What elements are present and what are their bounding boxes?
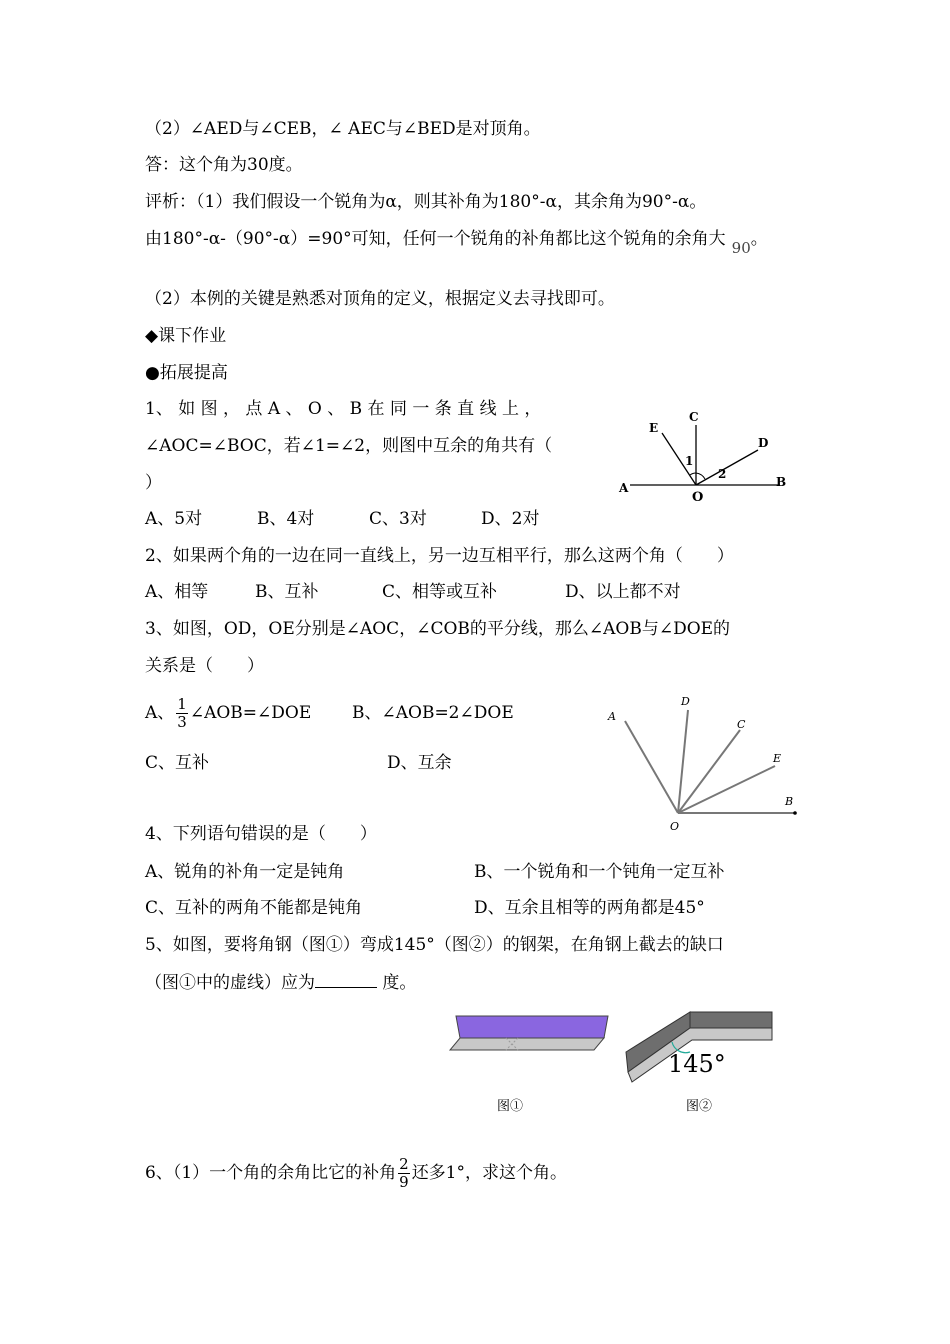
q1-option-a: A、5对 — [145, 509, 203, 529]
q6-fraction — [398, 1156, 410, 1191]
answer-line-1: （2）∠AED与∠CEB，∠ AEC与∠BED是对顶角。 — [145, 119, 541, 139]
q3-stem-1: 3、如图，OD，OE分别是∠AOC，∠COB的平分线，那么∠AOB与∠DOE的 — [145, 619, 731, 639]
q6-stem-a: 6、（1）一个角的余角比它的补角 — [145, 1163, 397, 1183]
q4-option-a: A、锐角的补角一定是钝角 — [145, 862, 345, 882]
q1-label-c: C — [689, 410, 699, 424]
q1-option-c: C、3对 — [369, 509, 427, 529]
q3-option-a-text: ∠AOB=∠DOE — [189, 703, 312, 723]
q4-options-cd — [145, 897, 705, 919]
q1-options — [145, 508, 540, 530]
q1-ray-od — [696, 450, 758, 485]
q6-fraction-num: 2 — [399, 1155, 409, 1173]
analysis-90: 90 — [731, 239, 751, 257]
q5-angle-label: 145° — [668, 1050, 726, 1078]
q3-ray-oa — [625, 721, 678, 813]
q3-ray-od — [678, 710, 688, 813]
q5-stem-2 — [145, 971, 416, 994]
q3-options-ab — [145, 693, 514, 733]
q3-endpoint-b — [793, 811, 797, 815]
q3-option-a-prefix: A、 — [145, 703, 175, 723]
q1-figure — [610, 405, 800, 505]
q5-figure-2 — [620, 1006, 778, 1118]
q3-fraction-den: 3 — [177, 713, 187, 731]
q3-label-d: D — [681, 695, 690, 708]
q3-option-d: D、互余 — [387, 753, 452, 773]
q3-label-b: B — [785, 795, 794, 808]
q4-option-b: B、一个锐角和一个钝角一定互补 — [474, 862, 725, 882]
q3-option-b: B、∠AOB=2∠DOE — [352, 703, 514, 723]
q1-label-angle1: 1 — [685, 454, 694, 468]
q5-fig2-right-top — [690, 1012, 772, 1028]
q2-option-c: C、相等或互补 — [382, 582, 498, 602]
q5-fig1-top-face — [456, 1016, 608, 1038]
section-homework: ◆课下作业 — [145, 326, 227, 346]
q1-stem-1: 1、 如 图 ， 点 A 、 O 、 B 在 同 一 条 直 线 上 ， — [145, 399, 542, 419]
q5-stem-1: 5、如图，要将角钢（图①）弯成145°（图②）的钢架，在角钢上截去的缺口 — [145, 935, 724, 955]
q3-figure — [600, 688, 805, 836]
q1-label-d: D — [758, 436, 769, 450]
q1-angle2-arc — [696, 473, 705, 479]
q1-label-o: O — [692, 490, 704, 505]
analysis-line-3: （2）本例的关键是熟悉对顶角的定义，根据定义去寻找即可。 — [145, 289, 615, 309]
answer-line-2: 答：这个角为30度。 — [145, 155, 303, 175]
q3-ray-oc — [678, 730, 740, 813]
q2-options — [145, 581, 681, 603]
q5-fig1-caption: 图① — [497, 1099, 524, 1114]
q3-label-o: O — [670, 820, 680, 833]
q3-ray-oe — [678, 766, 775, 813]
analysis-line-2-text: 由180°-α-（90°-α）=90°可知，任何一个锐角的补角都比这个锐角的余角大 — [145, 229, 726, 249]
q2-option-b: B、互补 — [255, 582, 319, 602]
q1-option-d: D、2对 — [481, 509, 540, 529]
q3-option-c: C、互补 — [145, 753, 210, 773]
q3-options-cd — [145, 752, 452, 774]
q5-fig1-bottom-face — [450, 1038, 604, 1050]
q6-stem — [145, 1153, 567, 1193]
q4-option-c: C、互补的两角不能都是钝角 — [145, 898, 363, 918]
q1-label-angle2: 2 — [718, 467, 727, 481]
q4-option-d: D、互余且相等的两角都是45° — [474, 898, 705, 918]
q1-option-b: B、4对 — [257, 509, 315, 529]
q1-label-a: A — [619, 481, 629, 495]
q6-fraction-den: 9 — [399, 1173, 409, 1191]
section-extension: ●拓展提高 — [145, 363, 228, 383]
q4-options-ab — [145, 861, 725, 883]
q1-stem-3: ） — [145, 473, 162, 493]
q3-label-a: A — [608, 710, 616, 723]
q5-figure-1 — [448, 1008, 616, 1118]
analysis-line-1: 评析：（1）我们假设一个锐角为α，则其补角为180°-α，其余角为90°-α。 — [145, 192, 707, 212]
q2-option-d: D、以上都不对 — [565, 582, 681, 602]
q5-answer-blank — [315, 971, 377, 988]
q5-fig2-caption: 图② — [686, 1099, 713, 1114]
q2-option-a: A、相等 — [145, 582, 209, 602]
q3-label-c: C — [737, 718, 746, 731]
q1-stem-2: ∠AOC=∠BOC，若∠1=∠2，则图中互余的角共有（ — [145, 436, 553, 456]
q3-stem-2: 关系是（ ） — [145, 656, 264, 676]
q1-angle1-arc — [690, 473, 696, 475]
analysis-period: 。 — [750, 229, 768, 249]
q3-fraction — [176, 696, 188, 731]
q2-stem: 2、如果两个角的一边在同一直线上，另一边互相平行，那么这两个角（ ） — [145, 546, 734, 566]
q5-stem-2-text: （图①中的虚线）应为 — [145, 973, 315, 993]
q4-stem: 4、下列语句错误的是（ ） — [145, 824, 377, 844]
q1-label-e: E — [649, 421, 659, 435]
q6-stem-b: 还多1°，求这个角。 — [411, 1163, 568, 1183]
q3-fraction-num: 1 — [177, 695, 187, 713]
q3-label-e: E — [773, 752, 782, 765]
q1-label-b: B — [776, 475, 787, 489]
q5-unit: 度。 — [382, 973, 417, 993]
analysis-line-2 — [145, 228, 768, 257]
